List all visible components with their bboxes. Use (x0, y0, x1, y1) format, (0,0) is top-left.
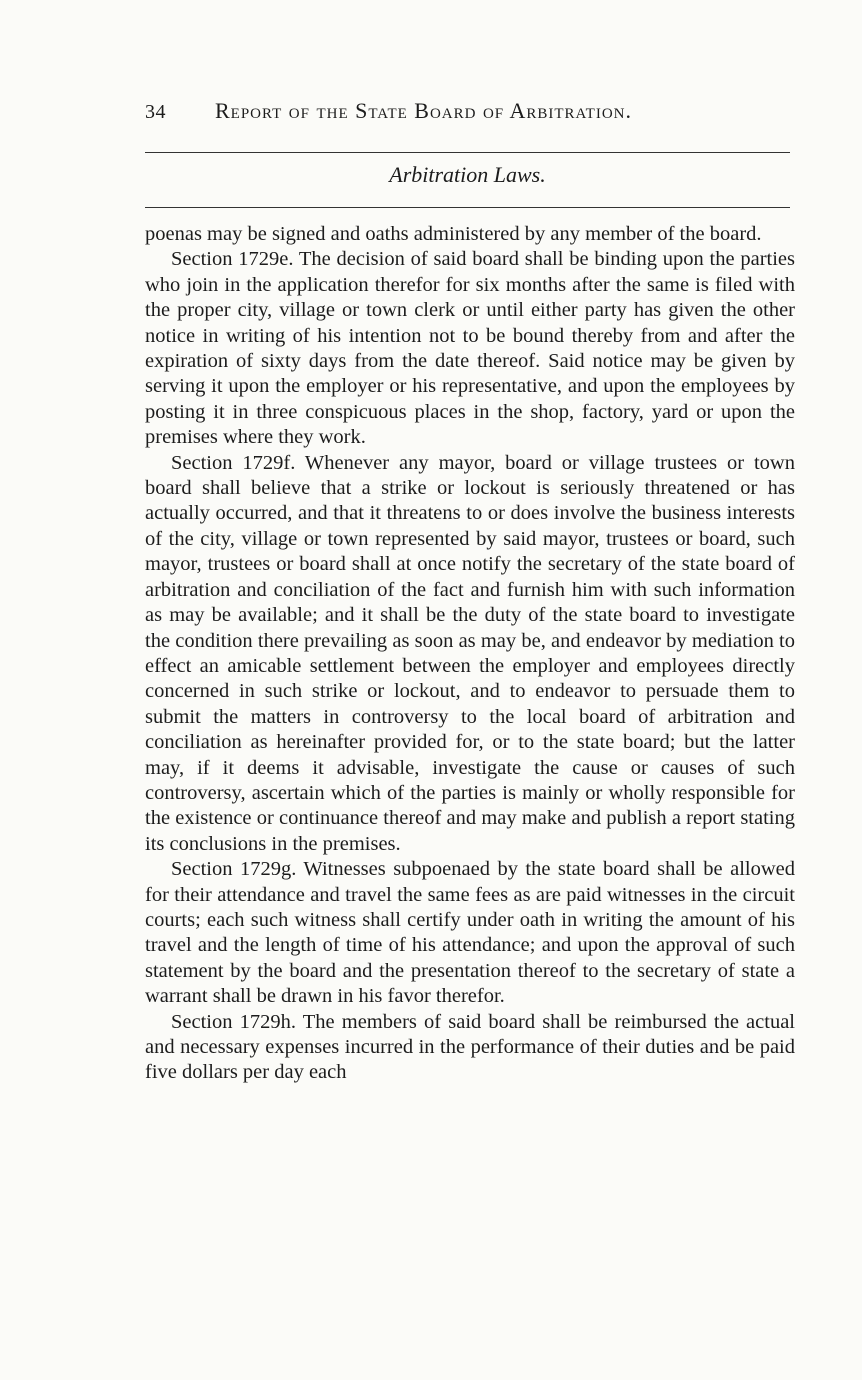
running-title: Report of the State Board of Arbitration. (215, 98, 632, 123)
paragraph-section-1729h: Section 1729h. The members of said board shall be reimbursed the actual and necessary expenses incurred in the performance of their duties and be paid five dollars per day each (145, 1010, 795, 1084)
paragraph-section-1729e: Section 1729e. The decision of said board shall be binding upon the parties who join in the application therefor for six months after the same is filed with the proper city, village or town clerk or until either party has given the other notice in writing of his intention not to be bound thereby from and after the expiration of sixty days from the date thereof. Said notice may be given by serving it upon the employer or his representative, and upon the employees by posting it in three conspicuous places in the shop, factory, yard or upon the premises where they work. (145, 248, 795, 449)
header-rule-top (145, 152, 790, 153)
page-number: 34 (145, 101, 166, 123)
body-text (145, 222, 795, 1086)
page-header (145, 98, 785, 124)
paragraph-section-1729g: Section 1729g. Witnesses subpoenaed by the state board shall be allowed for their attendance and travel the same fees as are paid witnesses in the circuit courts; each such witness shall certify under oath in writing the amount of his travel and the length of time of his attendance; and upon the approval of such statement by the board and the presentation thereof to the secretary of state a warrant shall be drawn in his favor therefor. (145, 858, 795, 1008)
paragraph-section-1729f: Section 1729f. Whenever any mayor, board or village trustees or town board shall believe that a strike or lockout is seriously threatened or has actually occurred, and that it threatens to or does involve the business interests of the city, village or town represented by said mayor, trustees or board, such mayor, trustees or board shall at once notify the secretary of the state board of arbitration and conciliation of the fact and furnish him with such information as may be available; and it shall be the duty of the state board to investigate the condition there prevailing as soon as may be, and endeavor by mediation to effect an amicable settlement between the employer and employees directly concerned in such strike or lockout, and to endeavor to persuade them to submit the matters in controversy to the local board of arbitration and conciliation as hereinafter provided for, or to the state board; but the latter may, if it deems it advisable, investigate the cause or causes of such controversy, ascertain which of the parties is mainly or wholly responsible for the existence or continuance thereof and may make and publish a report stating its conclusions in the premises. (145, 451, 795, 855)
section-heading: Arbitration Laws. (389, 162, 546, 187)
paragraph-continuation: poenas may be signed and oaths administered by any member of the board. (145, 223, 762, 245)
header-rule-bottom (145, 207, 790, 208)
